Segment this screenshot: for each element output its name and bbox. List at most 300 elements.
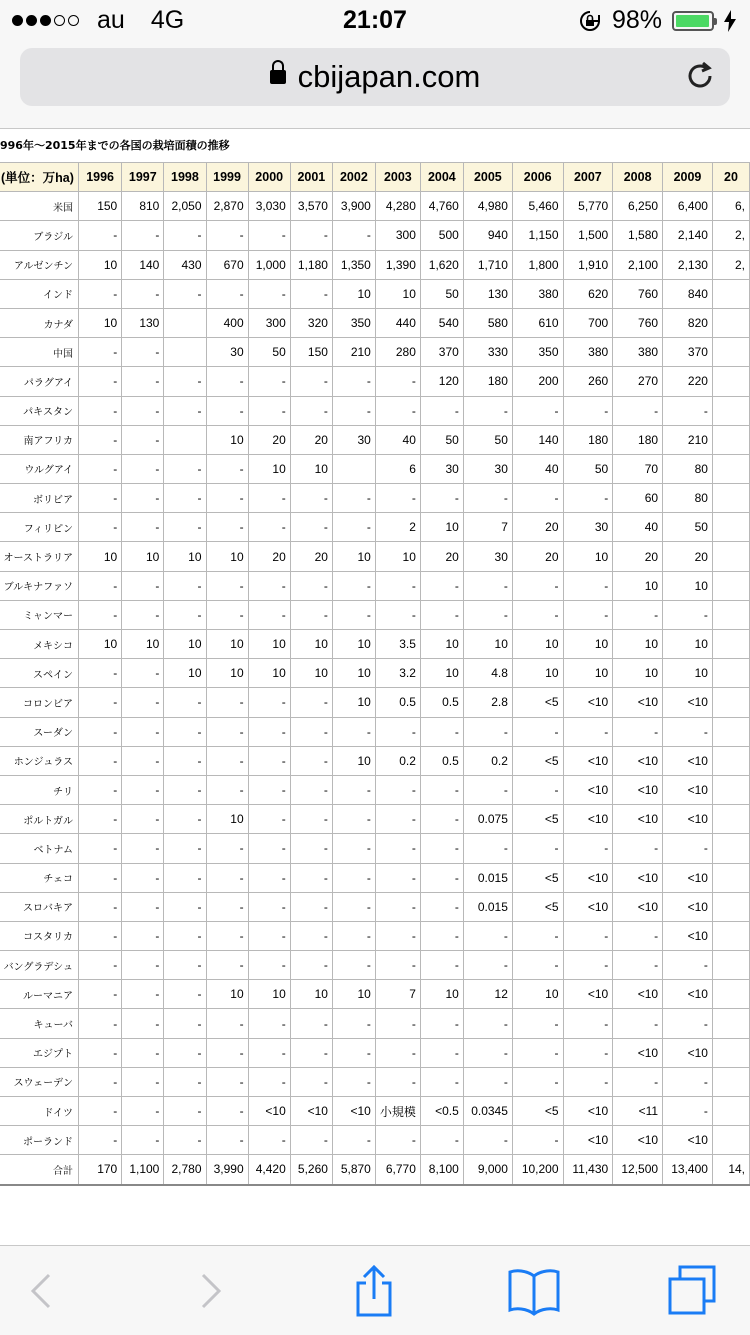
value-cell: - (206, 513, 248, 542)
value-cell (712, 805, 749, 834)
year-header-cell: 2008 (613, 163, 663, 192)
value-cell: 0.2 (375, 746, 420, 775)
value-cell: 1,620 (420, 250, 463, 279)
year-header-cell: 2004 (420, 163, 463, 192)
value-cell: - (78, 688, 121, 717)
value-cell: <10 (613, 892, 663, 921)
share-icon (352, 1263, 396, 1319)
value-cell: - (248, 221, 290, 250)
value-cell: 0.5 (420, 688, 463, 717)
value-cell: - (375, 775, 420, 804)
value-cell: - (420, 1038, 463, 1067)
value-cell: 10 (663, 659, 713, 688)
value-cell: - (375, 921, 420, 950)
value-cell: - (248, 1126, 290, 1155)
value-cell: - (164, 775, 206, 804)
carrier-name: au (97, 6, 125, 34)
value-cell: 50 (563, 454, 613, 483)
value-cell: 1,710 (463, 250, 512, 279)
value-cell: 20 (248, 542, 290, 571)
share-button[interactable] (346, 1266, 402, 1316)
year-header-cell: 2000 (248, 163, 290, 192)
value-cell: 180 (463, 367, 512, 396)
value-cell: - (122, 571, 164, 600)
value-cell: - (78, 921, 121, 950)
value-cell: 10 (563, 630, 613, 659)
value-cell: - (206, 775, 248, 804)
value-cell: 10 (613, 659, 663, 688)
bookmarks-button[interactable] (506, 1266, 562, 1316)
value-cell: 10 (512, 630, 563, 659)
value-cell: 1,580 (613, 221, 663, 250)
value-cell: - (164, 921, 206, 950)
value-cell: - (248, 396, 290, 425)
value-cell: - (78, 1067, 121, 1096)
value-cell: 4,280 (375, 192, 420, 221)
value-cell: 10 (290, 659, 332, 688)
country-cell: コスタリカ (0, 921, 78, 950)
value-cell: 10 (290, 454, 332, 483)
value-cell: - (206, 484, 248, 513)
value-cell: 30 (463, 454, 512, 483)
value-cell: - (78, 367, 121, 396)
country-cell: フィリピン (0, 513, 78, 542)
value-cell: 10 (332, 542, 375, 571)
value-cell: 20 (248, 425, 290, 454)
value-cell: - (332, 805, 375, 834)
value-cell: 0.015 (463, 863, 512, 892)
value-cell: - (375, 1038, 420, 1067)
value-cell: 2,140 (663, 221, 713, 250)
value-cell: - (164, 367, 206, 396)
value-cell: 400 (206, 308, 248, 337)
value-cell: - (164, 980, 206, 1009)
value-cell (712, 542, 749, 571)
value-cell: 5,460 (512, 192, 563, 221)
table-row (0, 484, 750, 513)
country-cell: アルゼンチン (0, 250, 78, 279)
value-cell: - (512, 775, 563, 804)
value-cell: - (206, 688, 248, 717)
value-cell: - (290, 1126, 332, 1155)
value-cell: - (248, 717, 290, 746)
year-header-cell: 20 (712, 163, 749, 192)
value-cell: - (512, 921, 563, 950)
table-row (0, 250, 750, 279)
value-cell: 0.2 (463, 746, 512, 775)
value-cell: - (663, 1009, 713, 1038)
tabs-button[interactable] (664, 1266, 720, 1316)
value-cell: - (375, 717, 420, 746)
back-button[interactable] (14, 1266, 70, 1316)
value-cell (712, 308, 749, 337)
value-cell: - (463, 921, 512, 950)
value-cell: - (206, 746, 248, 775)
value-cell: - (248, 513, 290, 542)
value-cell: 50 (463, 425, 512, 454)
value-cell: - (248, 1009, 290, 1038)
value-cell: 810 (122, 192, 164, 221)
table-row (0, 1009, 750, 1038)
value-cell: 0.5 (420, 746, 463, 775)
value-cell: - (290, 1038, 332, 1067)
value-cell: 10 (613, 571, 663, 600)
value-cell: - (613, 834, 663, 863)
value-cell: 380 (512, 279, 563, 308)
table-row (0, 600, 750, 629)
value-cell: <10 (248, 1097, 290, 1126)
value-cell: <10 (332, 1097, 375, 1126)
value-cell: 10 (206, 805, 248, 834)
value-cell: 380 (563, 338, 613, 367)
value-cell: 11,430 (563, 1155, 613, 1185)
value-cell: - (248, 746, 290, 775)
value-cell (712, 454, 749, 483)
value-cell (164, 338, 206, 367)
address-bar[interactable] (20, 48, 730, 106)
value-cell: - (512, 1067, 563, 1096)
value-cell: - (78, 1097, 121, 1126)
table-row (0, 367, 750, 396)
table-row (0, 659, 750, 688)
value-cell: 10 (248, 980, 290, 1009)
value-cell: 180 (563, 425, 613, 454)
value-cell: 3,570 (290, 192, 332, 221)
value-cell: 700 (563, 308, 613, 337)
table-row (0, 1097, 750, 1126)
value-cell: 10 (206, 630, 248, 659)
value-cell: 10 (206, 542, 248, 571)
value-cell: 540 (420, 308, 463, 337)
table-body (0, 192, 750, 1185)
table-row (0, 775, 750, 804)
value-cell: - (663, 951, 713, 980)
year-header-cell: 1999 (206, 163, 248, 192)
value-cell: 30 (332, 425, 375, 454)
value-cell: - (463, 571, 512, 600)
value-cell (712, 863, 749, 892)
value-cell: - (122, 221, 164, 250)
year-header-cell: 2002 (332, 163, 375, 192)
value-cell: - (420, 396, 463, 425)
value-cell: - (122, 1097, 164, 1126)
value-cell: - (248, 571, 290, 600)
value-cell: - (375, 1009, 420, 1038)
value-cell: - (164, 805, 206, 834)
value-cell: 670 (206, 250, 248, 279)
value-cell: 4,420 (248, 1155, 290, 1185)
value-cell: - (206, 571, 248, 600)
value-cell: 940 (463, 221, 512, 250)
value-cell: - (290, 892, 332, 921)
value-cell: 10 (78, 308, 121, 337)
country-cell: 合計 (0, 1155, 78, 1185)
value-cell: - (122, 454, 164, 483)
country-cell: ホンジュラス (0, 746, 78, 775)
value-cell: - (512, 951, 563, 980)
value-cell: 40 (512, 454, 563, 483)
value-cell: 小規模 (375, 1097, 420, 1126)
value-cell: - (420, 1009, 463, 1038)
value-cell: 440 (375, 308, 420, 337)
value-cell (712, 951, 749, 980)
value-cell: 10 (78, 542, 121, 571)
value-cell: - (78, 659, 121, 688)
value-cell: - (164, 863, 206, 892)
value-cell: - (420, 805, 463, 834)
value-cell: 10 (122, 542, 164, 571)
battery-icon (672, 11, 714, 31)
value-cell: <10 (663, 805, 713, 834)
value-cell: - (375, 571, 420, 600)
value-cell: - (248, 775, 290, 804)
value-cell: - (332, 571, 375, 600)
value-cell: - (164, 454, 206, 483)
value-cell: 10 (248, 659, 290, 688)
value-cell: - (375, 367, 420, 396)
table-row (0, 834, 750, 863)
value-cell: - (563, 951, 613, 980)
value-cell: - (463, 396, 512, 425)
value-cell: <10 (563, 980, 613, 1009)
value-cell: - (78, 775, 121, 804)
value-cell: 20 (420, 542, 463, 571)
country-cell: ミャンマー (0, 600, 78, 629)
value-cell: 3,990 (206, 1155, 248, 1185)
value-cell: 10,200 (512, 1155, 563, 1185)
value-cell: - (613, 600, 663, 629)
country-cell: ブルキナファソ (0, 571, 78, 600)
value-cell: - (613, 951, 663, 980)
value-cell: - (164, 951, 206, 980)
value-cell (712, 659, 749, 688)
value-cell (332, 454, 375, 483)
value-cell (712, 688, 749, 717)
value-cell: <10 (663, 1126, 713, 1155)
country-cell: ポーランド (0, 1126, 78, 1155)
value-cell: - (613, 1067, 663, 1096)
country-cell: ドイツ (0, 1097, 78, 1126)
value-cell: <5 (512, 746, 563, 775)
value-cell: - (563, 484, 613, 513)
value-cell: 130 (122, 308, 164, 337)
value-cell: - (512, 396, 563, 425)
value-cell: - (290, 688, 332, 717)
value-cell: 30 (463, 542, 512, 571)
table-row (0, 630, 750, 659)
value-cell: - (122, 425, 164, 454)
value-cell: - (122, 513, 164, 542)
value-cell: - (463, 834, 512, 863)
url-text[interactable]: cbijapan.com (297, 59, 481, 94)
value-cell: 430 (164, 250, 206, 279)
value-cell (712, 921, 749, 950)
value-cell: - (290, 1067, 332, 1096)
table-row (0, 542, 750, 571)
value-cell: - (420, 921, 463, 950)
value-cell: - (512, 1126, 563, 1155)
value-cell: <10 (613, 688, 663, 717)
value-cell: 10 (375, 542, 420, 571)
value-cell: - (290, 717, 332, 746)
year-header-cell: 1998 (164, 163, 206, 192)
country-cell: ボリビア (0, 484, 78, 513)
value-cell: - (563, 1009, 613, 1038)
value-cell: - (164, 892, 206, 921)
value-cell: - (206, 600, 248, 629)
value-cell: 80 (663, 484, 713, 513)
value-cell: 200 (512, 367, 563, 396)
value-cell: 7 (463, 513, 512, 542)
value-cell: 30 (206, 338, 248, 367)
value-cell: 10 (663, 571, 713, 600)
value-cell (164, 308, 206, 337)
value-cell: 10 (420, 630, 463, 659)
country-cell: チェコ (0, 863, 78, 892)
value-cell: 2, (712, 250, 749, 279)
value-cell: - (332, 484, 375, 513)
value-cell: 1,800 (512, 250, 563, 279)
reload-icon[interactable] (684, 60, 716, 92)
value-cell: <10 (613, 805, 663, 834)
value-cell: - (78, 454, 121, 483)
value-cell: - (122, 659, 164, 688)
table-row (0, 805, 750, 834)
value-cell: 2,780 (164, 1155, 206, 1185)
value-cell: - (420, 951, 463, 980)
value-cell: - (78, 951, 121, 980)
value-cell: 370 (420, 338, 463, 367)
value-cell: - (78, 600, 121, 629)
value-cell: 10 (122, 630, 164, 659)
value-cell: - (613, 717, 663, 746)
value-cell: - (332, 892, 375, 921)
value-cell: - (248, 367, 290, 396)
value-cell: 10 (290, 980, 332, 1009)
value-cell: - (206, 221, 248, 250)
value-cell: 840 (663, 279, 713, 308)
value-cell: - (420, 892, 463, 921)
value-cell: <5 (512, 805, 563, 834)
value-cell: - (206, 1067, 248, 1096)
value-cell (712, 717, 749, 746)
value-cell: 10 (563, 542, 613, 571)
value-cell: 210 (663, 425, 713, 454)
value-cell: - (248, 688, 290, 717)
value-cell: 10 (613, 630, 663, 659)
value-cell: - (206, 279, 248, 308)
value-cell: - (420, 717, 463, 746)
table-row (0, 1067, 750, 1096)
table-row (0, 425, 750, 454)
value-cell: <10 (563, 775, 613, 804)
value-cell: 30 (563, 513, 613, 542)
value-cell: - (122, 834, 164, 863)
value-cell: - (122, 396, 164, 425)
value-cell: - (78, 834, 121, 863)
value-cell (712, 425, 749, 454)
value-cell: - (248, 484, 290, 513)
value-cell: - (248, 279, 290, 308)
value-cell: <11 (613, 1097, 663, 1126)
value-cell: - (122, 717, 164, 746)
value-cell: - (122, 600, 164, 629)
value-cell: 2,870 (206, 192, 248, 221)
value-cell: - (122, 1009, 164, 1038)
value-cell: <5 (512, 892, 563, 921)
value-cell (712, 892, 749, 921)
value-cell: 120 (420, 367, 463, 396)
value-cell: 10 (332, 746, 375, 775)
value-cell: - (420, 600, 463, 629)
value-cell: 580 (463, 308, 512, 337)
value-cell: 10 (420, 659, 463, 688)
value-cell: - (164, 279, 206, 308)
unit-header-cell: (単位：万ha) (0, 163, 78, 192)
value-cell: - (663, 1067, 713, 1096)
value-cell: - (248, 1038, 290, 1067)
value-cell: <10 (663, 980, 713, 1009)
value-cell: - (375, 396, 420, 425)
value-cell: 5,870 (332, 1155, 375, 1185)
year-header-cell: 2006 (512, 163, 563, 192)
value-cell: - (290, 805, 332, 834)
value-cell: - (332, 367, 375, 396)
value-cell: <10 (563, 1097, 613, 1126)
value-cell: 10 (420, 513, 463, 542)
country-cell: カナダ (0, 308, 78, 337)
value-cell: <10 (663, 746, 713, 775)
value-cell (712, 600, 749, 629)
value-cell: - (206, 892, 248, 921)
table-row (0, 921, 750, 950)
value-cell: - (164, 1126, 206, 1155)
value-cell: - (122, 484, 164, 513)
value-cell (712, 279, 749, 308)
value-cell: - (122, 892, 164, 921)
value-cell: 10 (248, 454, 290, 483)
value-cell: - (332, 1009, 375, 1038)
address-text-container[interactable] (20, 59, 730, 95)
value-cell: - (206, 863, 248, 892)
country-cell: メキシコ (0, 630, 78, 659)
value-cell: 10 (164, 659, 206, 688)
value-cell: 2,050 (164, 192, 206, 221)
value-cell: 10 (332, 630, 375, 659)
table-row (0, 863, 750, 892)
value-cell: 1,100 (122, 1155, 164, 1185)
value-cell: - (420, 775, 463, 804)
year-header-cell: 2003 (375, 163, 420, 192)
forward-button[interactable] (182, 1266, 238, 1316)
value-cell: - (332, 221, 375, 250)
value-cell: 10 (332, 279, 375, 308)
value-cell: 10 (463, 630, 512, 659)
value-cell: 300 (248, 308, 290, 337)
value-cell: - (290, 484, 332, 513)
value-cell: <5 (512, 688, 563, 717)
value-cell: - (78, 1038, 121, 1067)
value-cell: 13,400 (663, 1155, 713, 1185)
value-cell: - (248, 805, 290, 834)
value-cell: <10 (290, 1097, 332, 1126)
value-cell: 150 (78, 192, 121, 221)
value-cell: - (463, 775, 512, 804)
value-cell: 150 (290, 338, 332, 367)
browser-toolbar (0, 1245, 750, 1335)
value-cell: <10 (663, 1038, 713, 1067)
value-cell: - (290, 834, 332, 863)
